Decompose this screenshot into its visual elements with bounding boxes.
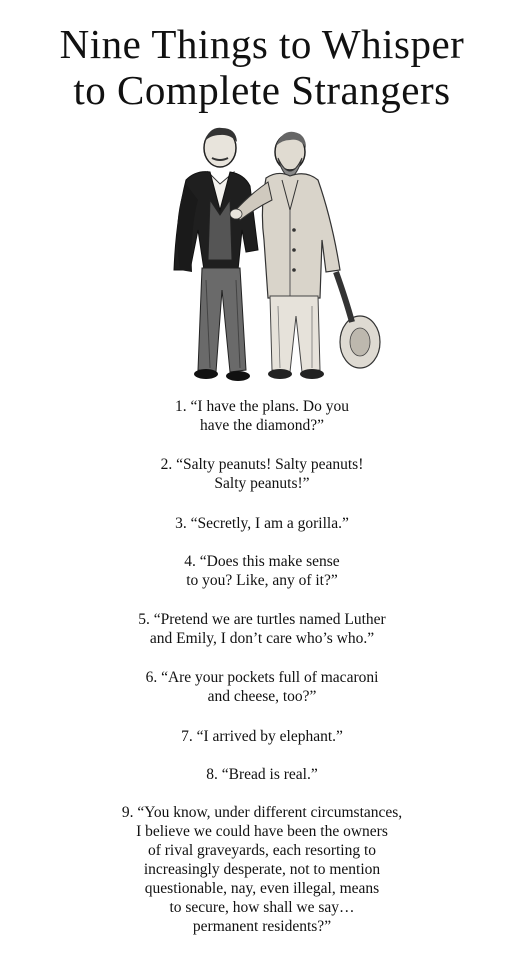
list-item-line: 9. “You know, under different circumstances, — [121, 804, 403, 821]
list-item-line: 5. “Pretend we are turtles named Luther — [138, 611, 386, 628]
list-item-line: 7. “I arrived by elephant.” — [181, 728, 343, 745]
list-item — [0, 668, 524, 706]
list-item-line: Salty peanuts!” — [214, 475, 310, 492]
list-item — [0, 727, 524, 746]
page-title-line-2: to Complete Strangers — [73, 67, 451, 113]
list-item-line: 3. “Secretly, I am a gorilla.” — [175, 515, 349, 532]
right-gentleman-figure — [230, 132, 380, 379]
page-title-line-1: Nine Things to Whisper — [59, 21, 465, 67]
list-item — [0, 514, 524, 533]
list-item-line: and Emily, I don’t care who’s who.” — [149, 630, 375, 647]
list-item — [0, 397, 524, 435]
list-item-line: 1. “I have the plans. Do you — [175, 398, 349, 415]
two-gentlemen-illustration-icon — [150, 120, 386, 388]
left-gentleman-figure — [174, 128, 258, 381]
list-item-line: permanent residents?” — [192, 918, 332, 935]
list-item-line: 4. “Does this make sense — [184, 553, 340, 570]
list-item-line: 6. “Are your pockets full of macaroni — [145, 669, 379, 686]
list-item — [0, 610, 524, 648]
list-item-line: questionable, nay, even illegal, means — [144, 880, 380, 897]
list-item-line: to secure, how shall we say… — [169, 899, 355, 916]
list-item — [0, 455, 524, 493]
list-item — [0, 552, 524, 590]
list-item — [0, 765, 524, 784]
list-item-line: have the diamond?” — [200, 417, 324, 434]
list-item-line: I believe we could have been the owners — [136, 823, 388, 840]
list-item-line: of rival graveyards, each resorting to — [147, 842, 377, 859]
list-item-line: increasingly desperate, not to mention — [143, 861, 381, 878]
list-item — [0, 803, 524, 936]
list-item-line: to you? Like, any of it?” — [186, 572, 338, 589]
list-item-line: 8. “Bread is real.” — [206, 766, 318, 783]
list-item-line: and cheese, too?” — [207, 688, 317, 705]
list-item-line: 2. “Salty peanuts! Salty peanuts! — [160, 456, 364, 473]
